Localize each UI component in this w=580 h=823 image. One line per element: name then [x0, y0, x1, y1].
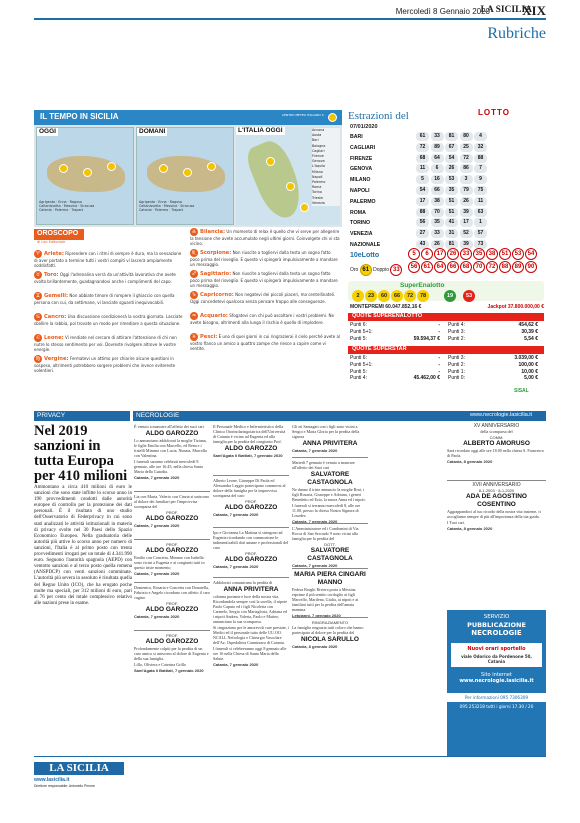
lotto-numbers — [416, 164, 489, 173]
necrologie-url[interactable]: www.necrologie.lasicilia.it — [470, 412, 533, 418]
lotto-number: 70 — [431, 208, 444, 217]
lotto-row — [348, 132, 544, 143]
lotto-row — [348, 154, 544, 165]
quota-label: Punti 2: — [448, 361, 465, 368]
tenlotto-number: 90 — [525, 261, 537, 273]
necrologie-title: NECROLOGIE — [136, 412, 180, 419]
lotto-logo: LOTTO — [478, 108, 510, 117]
lotto-number: 33 — [431, 132, 444, 141]
notice: Alberto Leone, Giuseppe Di Paola ed Alessandra Leggio partecipano commossi al dolore della famiglia per la improvvisa scomparsa del caro PROF. ALDO GAROZZO Catania, 7 gennaio 2020 — [213, 478, 286, 517]
header-rule — [34, 18, 546, 20]
notice: Domenico, Rosaria e Concetta con Donatella, Fabrizio e Angelo ricordano con affetto il caro cugino PROF. ALDO GAROZZO Catania, 7 gennaio 2020 — [134, 585, 210, 619]
sun-icon — [107, 162, 116, 171]
superenalotto-number: 23 — [365, 290, 377, 302]
lotto-number: 88 — [416, 208, 429, 217]
virgo-icon: ♍ — [35, 356, 41, 362]
quota-row — [350, 329, 444, 335]
quota-value: 100,00 € — [518, 361, 538, 368]
tenlotto-oro-doppio: Oro 61 Doppio 33 — [350, 264, 402, 276]
header-date: Mercoledì 8 Gennaio 2020 — [395, 7, 490, 16]
superenalotto-title: SuperEnalotto — [400, 282, 445, 289]
lotto-number: 54 — [445, 154, 458, 163]
section-title: Rubriche — [487, 25, 546, 42]
capricorn-icon: ♑ — [191, 292, 197, 298]
lotto-numbers — [416, 218, 489, 227]
sun-icon — [300, 203, 309, 212]
quota-row — [448, 329, 542, 335]
lotto-number: 26 — [460, 197, 473, 206]
quota-value: 454,62 € — [518, 322, 538, 328]
tenlotto-number: 61 — [421, 261, 433, 273]
lotto-number: 81 — [445, 240, 458, 249]
sun-icon — [207, 162, 216, 171]
quota-value: - — [438, 328, 440, 335]
quota-row — [448, 362, 542, 368]
notice: Martedì 7 gennaio è venuto a mancare all'affetto dei Suoi cari SALVATORE CASTAGNOLA Ne danno il triste annuncio la moglie Rosi, i figli Rosaria, Giuseppe e Adriana, i generi Benedetto ed Ezio, la nuora Anna ed i nipoti. I funerali si terranno mercoledì 8, alle ore 11.00, presso la chiesa Nostra Signora di Lourdes. Catania, 7 gennaio 2020 — [292, 460, 366, 524]
lotto-number: 32 — [474, 143, 487, 152]
notice: RINGRAZIAMENTO La famiglia ringrazia tutti coloro che hanno partecipato al dolore per la perdita del NICOLA SARULLO Catania, 8 gennaio 2020 — [292, 620, 364, 649]
lotto-city: NAPOLI — [350, 188, 370, 194]
tenlotto-number: 33 — [460, 248, 472, 260]
tenlotto-grid — [408, 248, 546, 274]
sign-pesci: ♓ Pesci: È uno di quei giorni in cui ringrazierai il cielo perché avete al vostro fianco un amico a quattro zampe che riesce a capire come vi sentite. — [190, 334, 341, 351]
sign-gemelli: ♊ Gemelli: Non abbiate timore di rompere il ghiaccio con quella persona con cui, da settimane, vi lanciate sguardi inequivocabili. — [34, 293, 175, 305]
italy-city-list: Ancona Aosta Bari Bologna Cagliari Firenze Genova L'Aquila Milano Napoli Palermo Roma Torino Trieste Venezia — [312, 128, 340, 206]
lotto-numbers — [416, 175, 489, 184]
quota-row — [448, 369, 542, 375]
lotto-city: ROMA — [350, 209, 366, 216]
lotto-numbers — [416, 197, 489, 206]
superenalotto-number: 66 — [391, 290, 403, 302]
sagittarius-icon: ♐ — [191, 271, 197, 277]
notice: È venuto a mancare all'affetto dei suoi cari ALDO GAROZZO Lo annunciano addolorati la moglie Tiziana, le figlie Emilia con Marcello, ed Rena e i fratelli Mimmo con Lucia, Nunzia, Marcella con Valentina. I funerali saranno celebrati mercoledì 8 gennaio, alle ore 16.45, nella chiesa Santa Maria della Guardia. Catania, 7 gennaio 2020 — [134, 424, 207, 480]
gemini-icon: ♊ — [35, 293, 41, 299]
superenalotto-number: 60 — [378, 290, 390, 302]
quota-label: Punti 3: — [448, 328, 465, 335]
lotto-number: 80 — [460, 132, 473, 141]
superstar-number: 53 — [463, 290, 475, 302]
quota-label: Punti 5: — [350, 368, 367, 375]
lotto-number: 35 — [431, 218, 444, 227]
lotto-numbers — [416, 229, 489, 238]
city-temperatures: Agrigento · Enna · Ragusa Caltanissetta · Messina · Siracusa Catania · Palermo · Trapani — [139, 200, 195, 213]
lotto-number: 6 — [431, 164, 444, 173]
lotto-number: 63 — [474, 208, 487, 217]
tenlotto-number: 66 — [447, 261, 459, 273]
map-label-italia: L'ITALIA OGGI — [238, 127, 283, 134]
footer-director: Direttore responsabile: Antonello Pirrone — [34, 784, 95, 788]
lotto-number: 75 — [474, 186, 487, 195]
scorpio-icon: ♏ — [191, 250, 197, 256]
tenlotto-number: 70 — [473, 261, 485, 273]
cancer-icon: ♋ — [35, 314, 41, 320]
lotto-number: 81 — [445, 132, 458, 141]
quote-superenalotto-band: QUOTE SUPERENALOTTO — [348, 313, 544, 321]
tenlotto-number: 72 — [486, 261, 498, 273]
lotto-row — [348, 197, 544, 208]
lotto-number: 16 — [431, 175, 444, 184]
oroscopo-title: OROSCOPO — [37, 230, 79, 237]
montepremi-row: MONTEPREMI 60.047.852,16 € Jackpot 37.800.000,00 € — [350, 304, 544, 310]
lotto-number: 52 — [460, 229, 473, 238]
quota-value: 10,00 € — [521, 368, 538, 375]
map-domani — [136, 127, 234, 225]
quota-label: Punti 6: — [350, 322, 367, 328]
lotto-number: 72 — [416, 143, 429, 152]
weather-credit: CENTRO METEO ITALIANO S. — [282, 113, 325, 117]
quota-label: Punti 2: — [448, 335, 465, 342]
lotto-city: PALERMO — [350, 198, 376, 205]
notice: XV ANNIVERSARIO della scomparsa del COMM. ALBERTO AMORUSO Sarà ricordato oggi alle ore 18.00 nella chiesa S. Francesco di Paola. Catania, 8 gennaio 2020 — [447, 423, 544, 464]
lotto-number: 17 — [416, 197, 429, 206]
sun-icon — [159, 164, 168, 173]
lotto-city: FIRENZE — [350, 155, 373, 162]
lotto-number: 67 — [445, 143, 458, 152]
header-page-number: XIX — [522, 3, 546, 18]
privacy-body: Ammontano a circa 410 milioni di euro le sanzioni che sono state inflitte lo scorso anno in 190 provvedimenti condotti dalle autorità europee di controllo per la protezione dei dati personali. È il risultato di uno studio dell'Osservatorio di Federprivacy in cui sono stati analizzati le attività istituzionali in materia di privacy svolte nel 30 Paesi dello Spazio Economico Europeo. Nella graduatoria delle autorità più attive lo scorso anno per numero di sanzioni, l'Italia è al primo posto con trenta provvedimenti irrogati per un totale di 4.341.990 euro. Seguono l'autorità spagnola (AEPD) con ventotto sanzioni e al terzo posto quella romena (ANSPDCP) con venti sanzioni comminate. L'autorità più severa in assoluto è risultata quella del Regno Unito (ICO), che ha erogato poche multe ma speciali, per 312 milioni di euro, pari al 76 per cento del totale complessivo relativo alle nazioni prese in esame. — [34, 485, 132, 606]
tenlotto-number: 38 — [486, 248, 498, 260]
sun-icon — [59, 164, 68, 173]
quota-row — [448, 355, 542, 361]
lotto-numbers — [416, 143, 489, 152]
lotto-number: 35 — [445, 186, 458, 195]
tenlotto-number: 26 — [447, 248, 459, 260]
lotto-number: 89 — [431, 143, 444, 152]
lotto-number: 11 — [474, 197, 487, 206]
lotto-number: 64 — [431, 154, 444, 163]
sign-capricorno: ♑ Capricorno: Non negatevi dei piccoli piaceri, ma centellinateli. Oggi concedetevi qualcosa senza pensare troppo alle conseguenze. — [190, 292, 336, 304]
map-label-oggi: OGGI — [39, 128, 56, 135]
footer-logo: LA SICILIA — [34, 762, 124, 775]
notice: XVII ANNIVERSARIO 8-1-2003 · 8-1-2020 ADA DE AGOSTINO COSENTINO Aggrappandoci al tuo ricordo della nostra vita insieme, ci accogliamo sempre di più all'importanza della tua guida. I Tuoi cari. Catania, 8 gennaio 2020 — [447, 482, 542, 531]
tenlotto-number: 68 — [460, 261, 472, 273]
lotto-city: MILANO — [350, 177, 371, 184]
city-temperatures: Agrigento · Enna · Ragusa Caltanissetta · Messina · Siracusa Catania · Palermo · Trapani — [39, 200, 95, 213]
quota-row — [350, 322, 444, 328]
weather-title: IL TEMPO IN SICILIA — [40, 112, 119, 121]
privacy-title: PRIVACY — [37, 412, 66, 419]
quota-value: - — [438, 355, 440, 361]
lotto-number: 39 — [460, 208, 473, 217]
quota-value: 59.594,37 € — [413, 335, 440, 342]
sun-icon — [83, 168, 92, 177]
privacy-headline: Nel 2019 sanzioni in tutta Europa per 410 milioni — [34, 423, 128, 484]
lotto-number: 25 — [460, 143, 473, 152]
aries-icon: ♈ — [35, 251, 41, 257]
lotto-number: 53 — [445, 175, 458, 184]
tenlotto-number: 88 — [499, 261, 511, 273]
quota-label: Punti 5+1: — [350, 328, 373, 335]
lotto-number: 88 — [474, 154, 487, 163]
lotto-row — [348, 164, 544, 175]
aquarius-icon: ♒ — [191, 313, 197, 319]
sign-cancro: ♋ Cancro: Una discussione condizionerà la vostra giornata. Lasciate sbollire la rabbia, poi trovate un modo per rimediare a questa situazione. — [34, 314, 183, 326]
oroscopo-subtitle: di Leo Editoriale — [37, 240, 66, 244]
header-paper-name: LA SICILIA — [480, 5, 532, 15]
quota-label: Punti 6: — [350, 355, 367, 361]
sign-vergine: ♍ Vergine: Fermatevi un attimo per chiarire alcune questioni in sospeso, altrimenti potrebbero sorgere problemi che invece evitereste volentieri. — [34, 356, 176, 373]
tenlotto-number: 56 — [408, 261, 420, 273]
lotto-row — [348, 218, 544, 229]
lotto-number: 51 — [445, 208, 458, 217]
lotto-title: Estrazioni del — [348, 110, 409, 122]
quota-label: Punti 5: — [350, 335, 367, 342]
sisal-logo: SISAL — [514, 388, 529, 394]
page-header — [0, 0, 580, 50]
lotto-number: 33 — [431, 229, 444, 238]
quota-label: Punti 1: — [448, 368, 465, 375]
sun-icon — [266, 157, 275, 166]
quota-row — [350, 362, 444, 368]
quota-label: Punti 0: — [448, 375, 465, 382]
notice: Gli zii Santagati con i figli sono vicini a Sergio e Maria Gloria per la perdita della signora ANNA PRIVITERA Catania, 7 gennaio 2020 — [292, 424, 360, 453]
quota-row — [448, 322, 542, 328]
tenlotto-number: 89 — [512, 261, 524, 273]
notice: PROF. ALDO GAROZZO Emilio con Concetta, Mimmo con Isabella sono vicini a Eugenia e ai congiunti tutti in questo triste momento. Catania, 7 gennaio 2020 — [134, 542, 205, 576]
sign-leone: ♌ Leone: Vi rendiate nel cercare di attirare l'attenzione di chi non nutre lo stesso sentimento per voi. Dovreste rivolgere altrove le vostre energie. — [34, 335, 177, 352]
footer-rule — [34, 756, 546, 757]
quota-label: Punti 5+1: — [350, 361, 373, 368]
lotto-date: 07/01/2020 — [350, 124, 378, 130]
sign-sagittario: ♐ Sagittario: Non riuscite a togliervi dalla testa un sogno fatto poco prima del risveglio. E questo vi spingerà impulsivamente a mandare un messaggio. — [190, 271, 338, 288]
quota-value: 5,00 € — [524, 375, 538, 382]
lotto-number: 66 — [431, 186, 444, 195]
lotto-number: 43 — [416, 240, 429, 249]
lotto-number: 39 — [460, 240, 473, 249]
lotto-city: TORINO — [350, 220, 371, 227]
sun-icon — [183, 168, 192, 177]
quota-row — [350, 336, 444, 342]
quota-value: 3.039,00 € — [514, 355, 538, 361]
lotto-number: 4 — [474, 132, 487, 141]
sign-bilancia: ♎ Bilancia: Un momento di relax è quello che vi serve per allegerire la tensione che avete accumulato negli ultimi giorni. Coinvolgete chi vi sta vicino. — [190, 229, 340, 246]
lotto-number: 5 — [416, 175, 429, 184]
quote-superstar-band: QUOTE SUPERSTAR — [348, 346, 544, 354]
tenlotto-label: 10eLotto — [350, 252, 380, 259]
quota-row — [448, 375, 542, 381]
lotto-row — [348, 175, 544, 186]
quota-value: - — [438, 322, 440, 328]
lotto-number: 72 — [460, 154, 473, 163]
quota-label: Punti 3: — [448, 355, 465, 361]
lotto-number: 3 — [460, 175, 473, 184]
lotto-row — [348, 229, 544, 240]
tenlotto-number: 64 — [434, 261, 446, 273]
notice: MARIA PIERA CINGARI MANNO Federa Borghi Riviera porta a Messina esprime il più sentito cordoglio ai figli Marcello, Marilena, Giulia, ai nipoti e ai familiari tutti per la perdita dell'amata mamma. Letojanni, 7 gennaio 2020 — [292, 571, 366, 618]
lotto-number: 68 — [416, 154, 429, 163]
footer-url[interactable]: www.lasicilia.it — [34, 777, 70, 783]
lotto-number: 56 — [416, 218, 429, 227]
lotto-numbers — [416, 186, 489, 195]
servizio-necrologie-box: SERVIZIO PUBBLICAZIONE NECROLOGIE Nuovi orari sportello viale Odorico da Pordenone 50, Catania Sito internet www.necrologie.lasicilia.it Per informazioni 095 7306309 095 253218 tutti i giorni 17.30 / 20 — [447, 610, 546, 756]
lotto-row — [348, 208, 544, 219]
superenalotto-number: 78 — [417, 290, 429, 302]
lotto-number: 54 — [416, 186, 429, 195]
quota-label: Punti 4: — [448, 322, 465, 328]
lotto-number: 17 — [460, 218, 473, 227]
leo-icon: ♌ — [35, 335, 41, 341]
notice: Addolorati comunicano la perdita di ANNA PRIVITERA colonna portante e luce della nostra vita. Ricordandola sempre così la sorella, il nipote Paolo Caputo ed i figli Nicoletta con Carmelo, Sergio con Mariagloria, Adriana ed i nipoti Andrea, Valeria, Paolo e Matteo, annunciano la sua scomparsa. Si ringraziano per le amorevoli cure prestate, i Medici ed il personale tutto delle UU.OO. NCALL Nefrologia e Chirurgia Vascolare dell'Az. Ospedaliera Cannizzaro di Catania. I funerali si celebreranno oggi 8 gennaio alle ore 16 nella Chiesa di Santa Maria della Salute. Catania, 7 gennaio 2020 — [213, 580, 289, 667]
tenlotto-number: 5 — [408, 248, 420, 260]
map-label-domani: DOMANI — [139, 128, 166, 135]
lotto-number: 11 — [416, 164, 429, 173]
quota-row — [350, 375, 444, 381]
lotto-number: 41 — [445, 218, 458, 227]
pisces-icon: ♓ — [191, 334, 197, 340]
lotto-numbers — [416, 132, 489, 141]
superenalotto-numbers — [352, 290, 476, 302]
lotto-row — [348, 143, 544, 154]
italy-shape — [243, 136, 309, 223]
notice: Lia con Marta, Valerio con Cinzia si uniscono al dolore dei familiari per l'improvvisa scomparsa del PROF. ALDO GAROZZO Catania, 7 gennaio 2020 — [134, 494, 210, 528]
lotto-row — [348, 186, 544, 197]
sun-icon — [328, 113, 337, 122]
lotto-number: 51 — [445, 197, 458, 206]
sign-acquario: ♒ Acquario: Sfogatevi con chi può ascoltare i vostri problemi. Ne avete bisogno, altrimenti alla lunga il rischio è quello di implodere. — [190, 313, 334, 325]
tenlotto-number: 17 — [434, 248, 446, 260]
jolly-number: 19 — [444, 290, 456, 302]
lotto-city: VENEZIA — [350, 231, 373, 238]
sign-toro: ♉ Toro: Oggi l'adrenalina verrà da un'attività lavorativa che avete svolto brillantemente, guadagnandovi anche i complimenti del capo. — [34, 272, 176, 284]
lotto-number: 61 — [416, 132, 429, 141]
quota-value: 30,39 € — [521, 328, 538, 335]
notice: Il Personale Medico e Infermieristico della Clinica Otorinolaringoiatrica dell'Università di Catania è vicino ad Eugenia ed alla famiglia per la perdita del congiunto Prof. ALDO GAROZZO Sant'Agata li Battiati, 7 gennaio 2020 — [213, 424, 286, 458]
lotto-number: 73 — [474, 240, 487, 249]
sun-icon — [286, 182, 295, 191]
lotto-number: 31 — [445, 229, 458, 238]
tenlotto-number: 54 — [525, 248, 537, 260]
quota-value: - — [438, 361, 440, 368]
tenlotto-number: 6 — [421, 248, 433, 260]
quota-value: 45.462,00 € — [413, 375, 440, 382]
lotto-numbers — [416, 208, 489, 217]
lotto-number: 9 — [474, 175, 487, 184]
lotto-city: CAGLIARI — [350, 144, 376, 151]
quota-value: 5,54 € — [524, 335, 538, 342]
tenlotto-number: 51 — [499, 248, 511, 260]
lotto-number: 1 — [474, 218, 487, 227]
notice: L'Amministratore ed i Condomini di Via Rocca di San Secondo 9 sono vicini alla famiglia per la perdita del DOTT. SALVATORE CASTAGNOLA Catania, 7 gennaio 2020 — [292, 526, 359, 568]
quota-row — [350, 369, 444, 375]
lotto-city: NAZIONALE — [350, 242, 381, 248]
lotto-numbers — [416, 154, 489, 163]
lotto-number: 7 — [474, 164, 487, 173]
quota-row — [350, 355, 444, 361]
sign-ariete: ♈ Ariete: Riprendere con i ritmi di sempre è dura, ma la sensazione di aver portato a termine tutti i vostri compiti vi lascerà ampiamente soddisfatti. — [34, 251, 182, 268]
notice: Ipo e Giovanna La Mattina si stringono ad Eugenia ricordando con commozione le indimenticabili doti umane e professionali del caro PROF. ALDO GAROZZO Catania, 7 gennaio 2020 — [213, 530, 289, 569]
taurus-icon: ♉ — [35, 272, 41, 278]
lotto-number: 27 — [416, 229, 429, 238]
sign-scorpione: ♏ Scorpione: Non riuscite a togliervi dalla testa un sogno fatto poco prima del risveglio. E questo vi spingerà impulsivamente a mandare un messaggio. — [190, 250, 338, 267]
notice: PROF. ALDO GAROZZO Profondamente colpiti per la perdita di un caro amico si uniscono al dolore di Eugenia e della sua famiglia. Lillo, Oliviera e Caterina Grillo Sant'Agata li Battiati, 7 gennaio 2020 — [134, 633, 209, 673]
quota-value: - — [438, 368, 440, 375]
tenlotto-number: 35 — [473, 248, 485, 260]
quota-label: Punti 4: — [350, 375, 367, 382]
libra-icon: ♎ — [191, 229, 197, 235]
lotto-number: 57 — [474, 229, 487, 238]
map-oggi — [36, 127, 134, 225]
lotto-city: BARI — [350, 134, 363, 140]
quota-row — [448, 336, 542, 342]
lotto-number: 79 — [460, 186, 473, 195]
lotto-number: 38 — [431, 197, 444, 206]
lotto-city: GENOVA — [350, 166, 373, 173]
lotto-number: 26 — [431, 240, 444, 249]
lotto-number: 86 — [460, 164, 473, 173]
superenalotto-number: 72 — [404, 290, 416, 302]
superenalotto-number: 2 — [352, 290, 364, 302]
tenlotto-number: 53 — [512, 248, 524, 260]
lotto-number: 26 — [445, 164, 458, 173]
